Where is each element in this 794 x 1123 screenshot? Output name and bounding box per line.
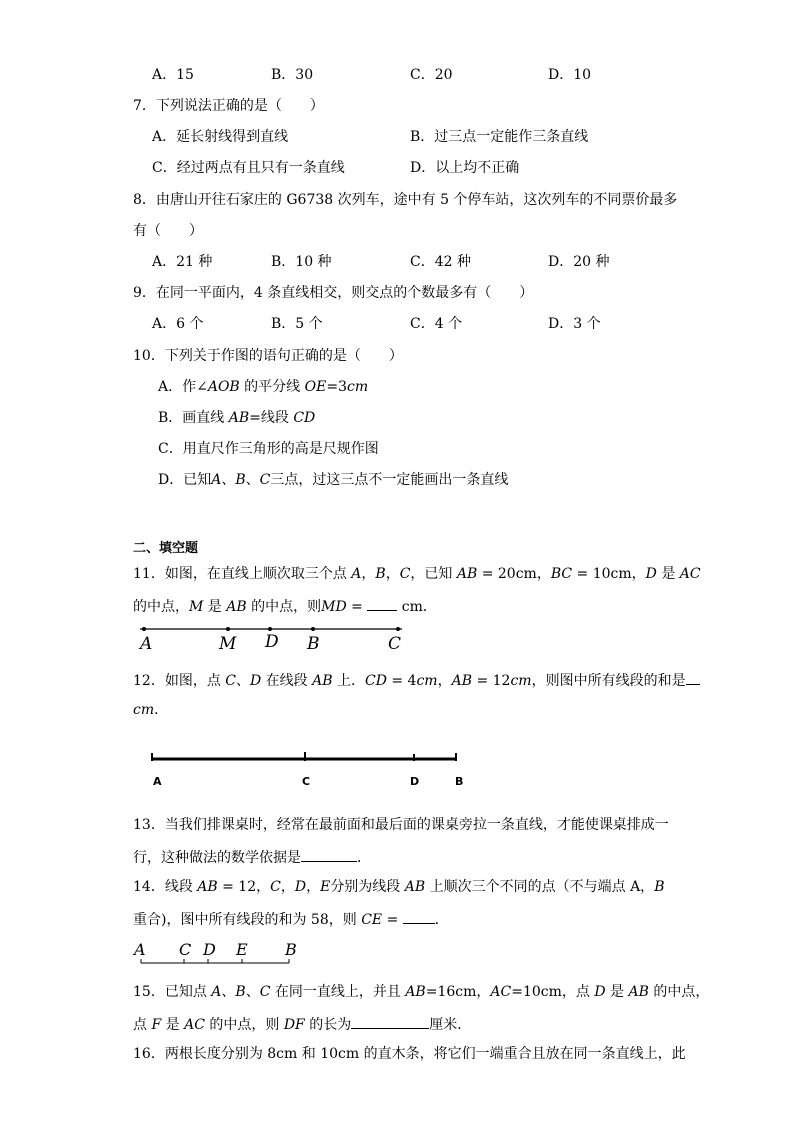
q13-line1: 13．当我们排课桌时，经常在最前面和最后面的课桌旁拉一条直线，才能使课桌排成一 xyxy=(133,817,669,833)
q6-option-b: B．30 xyxy=(271,67,314,83)
q10-option-d: D．已知A、B、C三点，过这三点不一定能画出一条直线 xyxy=(158,472,509,488)
q14-line1: 14．线段 AB = 12，C，D，E分别为线段 AB 上顺次三个不同的点（不与端点 A，B xyxy=(133,879,665,895)
q14-label-c: C xyxy=(179,940,192,959)
q14-figure xyxy=(130,938,310,968)
q9-option-c: C．4 个 xyxy=(410,316,463,332)
q13-answer-blank xyxy=(301,849,357,862)
q14-label-d: D xyxy=(203,940,216,959)
q12-label-d: D xyxy=(410,775,420,788)
q8-option-d: D．20 种 xyxy=(548,254,610,270)
q11-point-m xyxy=(226,627,230,631)
q11-line2: 的中点，M 是 AB 的中点，则MD = cm． xyxy=(133,599,437,615)
q12-line2: cm． xyxy=(133,702,169,718)
q11-label-c: C xyxy=(388,634,402,654)
q11-answer-blank xyxy=(367,598,397,611)
q9-stem: 9．在同一平面内，4 条直线相交，则交点的个数最多有（ ） xyxy=(133,285,534,301)
q9-option-b: B．5 个 xyxy=(271,316,323,332)
q15-line2: 点 F 是 AC 的中点，则 DF 的长为 厘米． xyxy=(133,1017,472,1033)
q11-label-d: D xyxy=(265,632,279,652)
q12-answer-blank xyxy=(686,672,700,685)
q14-label-b: B xyxy=(285,940,297,959)
q14-label-e: E xyxy=(236,940,248,959)
q7-option-a: A．延长射线得到直线 xyxy=(152,129,289,145)
q11-label-b: B xyxy=(307,634,320,654)
q11-point-d xyxy=(268,627,272,631)
q11-label-m: M xyxy=(219,634,237,654)
q10-option-a: A．作∠AOB 的平分线 OE=3cm xyxy=(158,379,369,395)
q16-line1: 16．两根长度分别为 8cm 和 10cm 的直木条，将它们一端重合且放在同一条直线上，此 xyxy=(133,1046,686,1062)
q12-figure xyxy=(145,748,475,793)
q9-option-d: D．3 个 xyxy=(548,316,601,332)
q11-line1: 11．如图，在直线上顺次取三个点 A，B，C，已知 AB = 20cm，BC = 10cm，D 是 AC xyxy=(133,566,701,582)
q7-stem: 7．下列说法正确的是（ ） xyxy=(133,98,324,114)
q11-figure xyxy=(130,618,420,658)
q10-option-b: B．画直线 AB=线段 CD xyxy=(158,410,316,426)
q10-option-c: C．用直尺作三角形的高是尺规作图 xyxy=(158,441,379,457)
q14-label-a: A xyxy=(134,940,146,959)
q11-label-a: A xyxy=(140,634,153,654)
q12-label-c: C xyxy=(302,775,311,788)
q13-line2: 行，这种做法的数学依据是 ． xyxy=(133,850,371,866)
q10-stem: 10．下列关于作图的语句正确的是（ ） xyxy=(133,348,403,364)
q15-answer-blank xyxy=(351,1016,429,1029)
q8-option-b: B．10 种 xyxy=(271,254,332,270)
q14-line2: 重合)，图中所有线段的和为 58，则 CE = ． xyxy=(133,912,449,928)
q7-option-b: B．过三点一定能作三条直线 xyxy=(410,129,589,145)
q12-label-b: B xyxy=(455,775,464,788)
section-title: 二、填空题 xyxy=(133,541,199,556)
q15-line1: 15．已知点 A、B、C 在同一直线上，并且 AB=16cm，AC=10cm，点 D 是 AB 的中点， xyxy=(133,984,710,1000)
q12-line1: 12．如图，点 C、D 在线段 AB 上．CD = 4cm，AB = 12cm，则图中所有线段的和是 xyxy=(133,672,700,688)
q11-point-b xyxy=(311,627,315,631)
q8-stem-line2: 有（ ） xyxy=(133,223,203,239)
q6-option-a: A．15 xyxy=(152,67,194,83)
q14-answer-blank xyxy=(403,911,435,924)
q8-option-a: A．21 种 xyxy=(152,254,213,270)
q8-option-c: C．42 种 xyxy=(410,254,471,270)
q7-option-d: D．以上均不正确 xyxy=(410,160,520,176)
q7-option-c: C．经过两点有且只有一条直线 xyxy=(152,160,345,176)
q11-point-a xyxy=(142,627,146,631)
q6-option-c: C．20 xyxy=(410,67,453,83)
q6-option-d: D．10 xyxy=(548,67,592,83)
q12-label-a: A xyxy=(153,775,162,788)
q9-option-a: A．6 个 xyxy=(152,316,204,332)
q8-stem-line1: 8．由唐山开往石家庄的 G6738 次列车，途中有 5 个停车站，这次列车的不同票价最多 xyxy=(133,192,678,208)
q11-point-c xyxy=(396,627,400,631)
